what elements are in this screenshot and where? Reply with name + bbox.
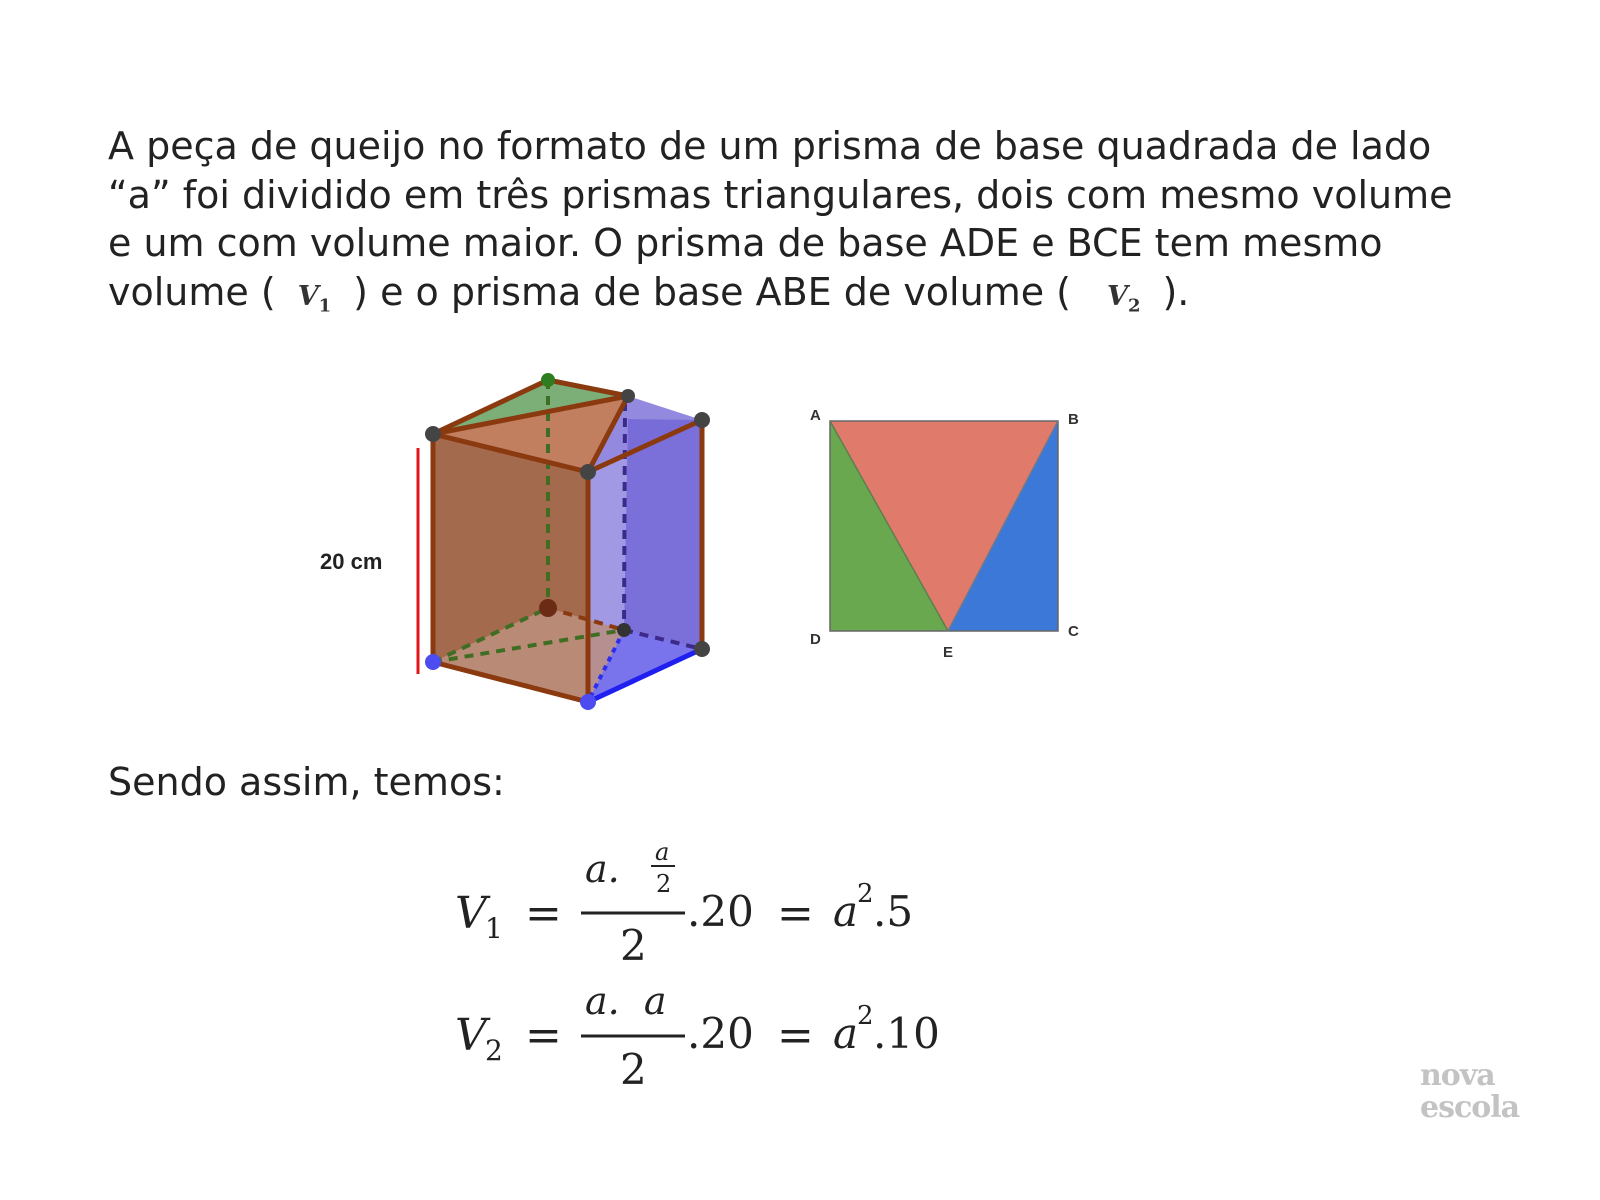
intro-line-4-end: ). (1162, 269, 1190, 314)
v2-numerator: a. a (585, 979, 667, 1023)
vertex-bottom-back (617, 623, 631, 637)
formula-v2 (455, 979, 940, 1094)
intro-paragraph (108, 122, 1453, 330)
v2-equals-2: = (777, 1010, 814, 1061)
v2-rhs-exp: 2 (857, 1001, 874, 1031)
v1-times-20: .20 (687, 887, 754, 936)
v1-symbol: $V_1$ (297, 280, 332, 316)
v2-denominator: 2 (620, 1045, 647, 1094)
intro-line-3: e um com volume maior. O prisma de base ADE e BCE tem mesmo (108, 221, 1383, 265)
vertex-top-front (580, 464, 596, 480)
v1-small-frac-den: 2 (656, 870, 672, 898)
vertex-bottom-left (425, 654, 441, 670)
intro-line-1: A peça de queijo no formato de um prisma de base quadrada de lado (108, 124, 1432, 168)
v2-lhs: V (455, 1010, 487, 1061)
vertex-top-right (694, 412, 710, 428)
v1-equals-2: = (777, 888, 814, 939)
v2-equals: = (525, 1010, 562, 1061)
formula-v1 (455, 838, 913, 970)
intro-line-4-middle: ) e o prisma de base ABE de volume ( (353, 269, 1071, 314)
vertex-top-green (541, 373, 555, 387)
v1-denominator: 2 (620, 921, 647, 970)
v2-rhs-tail: .10 (873, 1009, 940, 1058)
intro-line-2: “a” foi dividido em três prismas triangulares, dois com mesmo volume (108, 172, 1453, 217)
logo-line-1: nova (1420, 1058, 1495, 1093)
label-d: D (810, 631, 821, 648)
label-b: B (1068, 411, 1079, 428)
label-a: A (810, 407, 821, 424)
conclusion-text: Sendo assim, temos: (108, 760, 505, 804)
v1-equals: = (525, 888, 562, 939)
vertex-top-left (425, 426, 441, 442)
vertex-bottom-mid-brown (539, 599, 557, 617)
v1-numerator-a: a. (585, 847, 620, 891)
volume-formulas (455, 838, 1015, 1130)
intro-line-4-start: volume ( (108, 269, 276, 314)
vertex-bottom-front (580, 694, 596, 710)
nova-escola-logo (1420, 1060, 1519, 1124)
v2-times-20: .20 (687, 1009, 754, 1058)
label-e: E (943, 644, 954, 661)
logo-line-2: escola (1420, 1090, 1520, 1125)
vertex-top-back (621, 389, 635, 403)
height-label: 20 cm (320, 549, 383, 574)
v2-symbol: $V_2$ (1107, 280, 1141, 316)
square-base-diagram (810, 407, 1110, 690)
hidden-edge-vertical-purple (624, 402, 625, 630)
v1-rhs-exp: 2 (857, 879, 874, 909)
v1-rhs-tail: .5 (873, 887, 914, 936)
vertex-bottom-right (694, 641, 710, 657)
prism-diagram (318, 372, 738, 732)
v1-small-frac-num: a (655, 838, 670, 866)
intro-line-4 (108, 268, 1448, 331)
v2-rhs-a: a (833, 1009, 859, 1058)
v1-lhs-sub: 1 (485, 912, 503, 945)
v1-rhs-a: a (833, 887, 859, 936)
label-c: C (1068, 623, 1079, 640)
v1-lhs: V (455, 888, 487, 939)
v2-lhs-sub: 2 (485, 1034, 503, 1067)
